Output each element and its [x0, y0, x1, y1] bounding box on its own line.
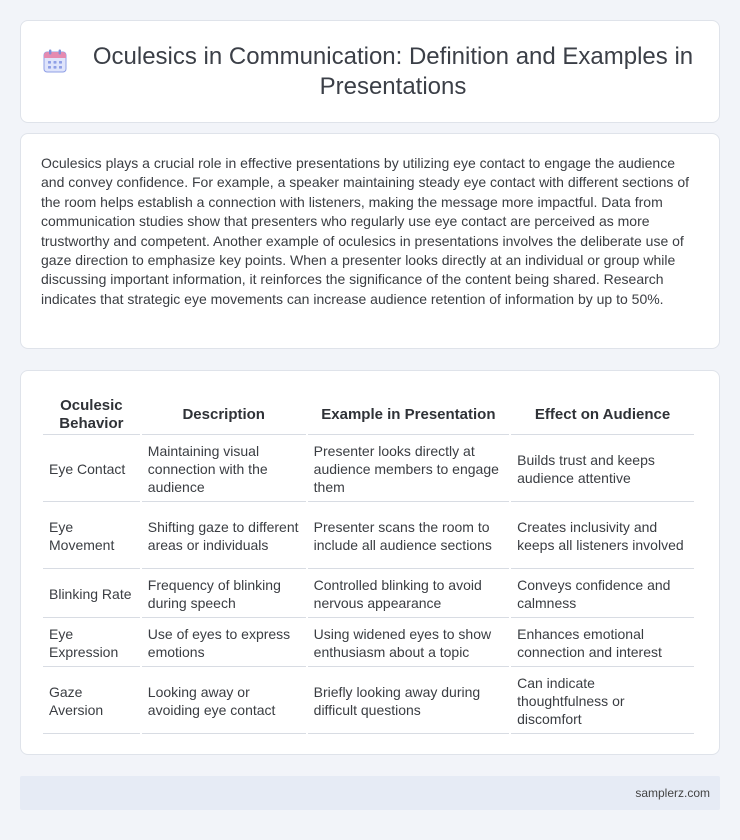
intro-card [20, 133, 720, 349]
table-row [43, 571, 694, 618]
footer-site-link[interactable]: samplerz.com [635, 786, 710, 800]
example-cell: Briefly looking away during difficult questions [308, 669, 509, 734]
footer-bar [20, 776, 720, 810]
header-card [20, 20, 720, 123]
example-cell: Presenter scans the room to include all audience sections [308, 504, 509, 569]
example-cell: Controlled blinking to avoid nervous appearance [308, 571, 509, 618]
oculesics-table [41, 393, 696, 736]
description-cell: Frequency of blinking during speech [142, 571, 306, 618]
behavior-cell: Eye Expression [43, 620, 140, 667]
example-cell: Using widened eyes to show enthusiasm about a topic [308, 620, 509, 667]
example-cell: Presenter looks directly at audience members to engage them [308, 437, 509, 502]
effect-cell: Creates inclusivity and keeps all listeners involved [511, 504, 694, 569]
column-header-example: Example in Presentation [308, 395, 509, 435]
description-cell: Shifting gaze to different areas or individuals [142, 504, 306, 569]
behavior-cell: Gaze Aversion [43, 669, 140, 734]
behavior-cell: Blinking Rate [43, 571, 140, 618]
behavior-cell: Eye Movement [43, 504, 140, 569]
description-cell: Use of eyes to express emotions [142, 620, 306, 667]
description-cell: Maintaining visual connection with the audience [142, 437, 306, 502]
table-header-row [43, 395, 694, 435]
table-row [43, 669, 694, 734]
column-header-behavior: Oculesic Behavior [43, 395, 140, 435]
effect-cell: Can indicate thoughtfulness or discomfort [511, 669, 694, 734]
table-row [43, 437, 694, 502]
calendar-icon [42, 48, 68, 74]
intro-paragraph: Oculesics plays a crucial role in effective presentations by utilizing eye contact to engage the audience and convey confidence. For example, a speaker maintaining steady eye contact with different sections of the room helps establish a connection with listeners, making the message more impactful. Data from communication studies show that presenters who regularly use eye contact are perceived as more trustworthy and competent. Another example of oculesics in presentations involves the deliberate use of gaze direction to emphasize key points. When a presenter looks directly at an individual or group while discussing important information, it reinforces the significance of the content being shared. Research indicates that strategic eye movements can increase audience retention of information by up to 50%. [41, 155, 689, 307]
table-card [20, 370, 720, 755]
page-title: Oculesics in Communication: Definition and Examples in Presentations [92, 42, 694, 100]
description-cell: Looking away or avoiding eye contact [142, 669, 306, 734]
effect-cell: Conveys confidence and calmness [511, 571, 694, 618]
column-header-effect: Effect on Audience [511, 395, 694, 435]
effect-cell: Builds trust and keeps audience attentive [511, 437, 694, 502]
effect-cell: Enhances emotional connection and interest [511, 620, 694, 667]
table-row [43, 504, 694, 569]
table-row [43, 620, 694, 667]
column-header-description: Description [142, 395, 306, 435]
behavior-cell: Eye Contact [43, 437, 140, 502]
